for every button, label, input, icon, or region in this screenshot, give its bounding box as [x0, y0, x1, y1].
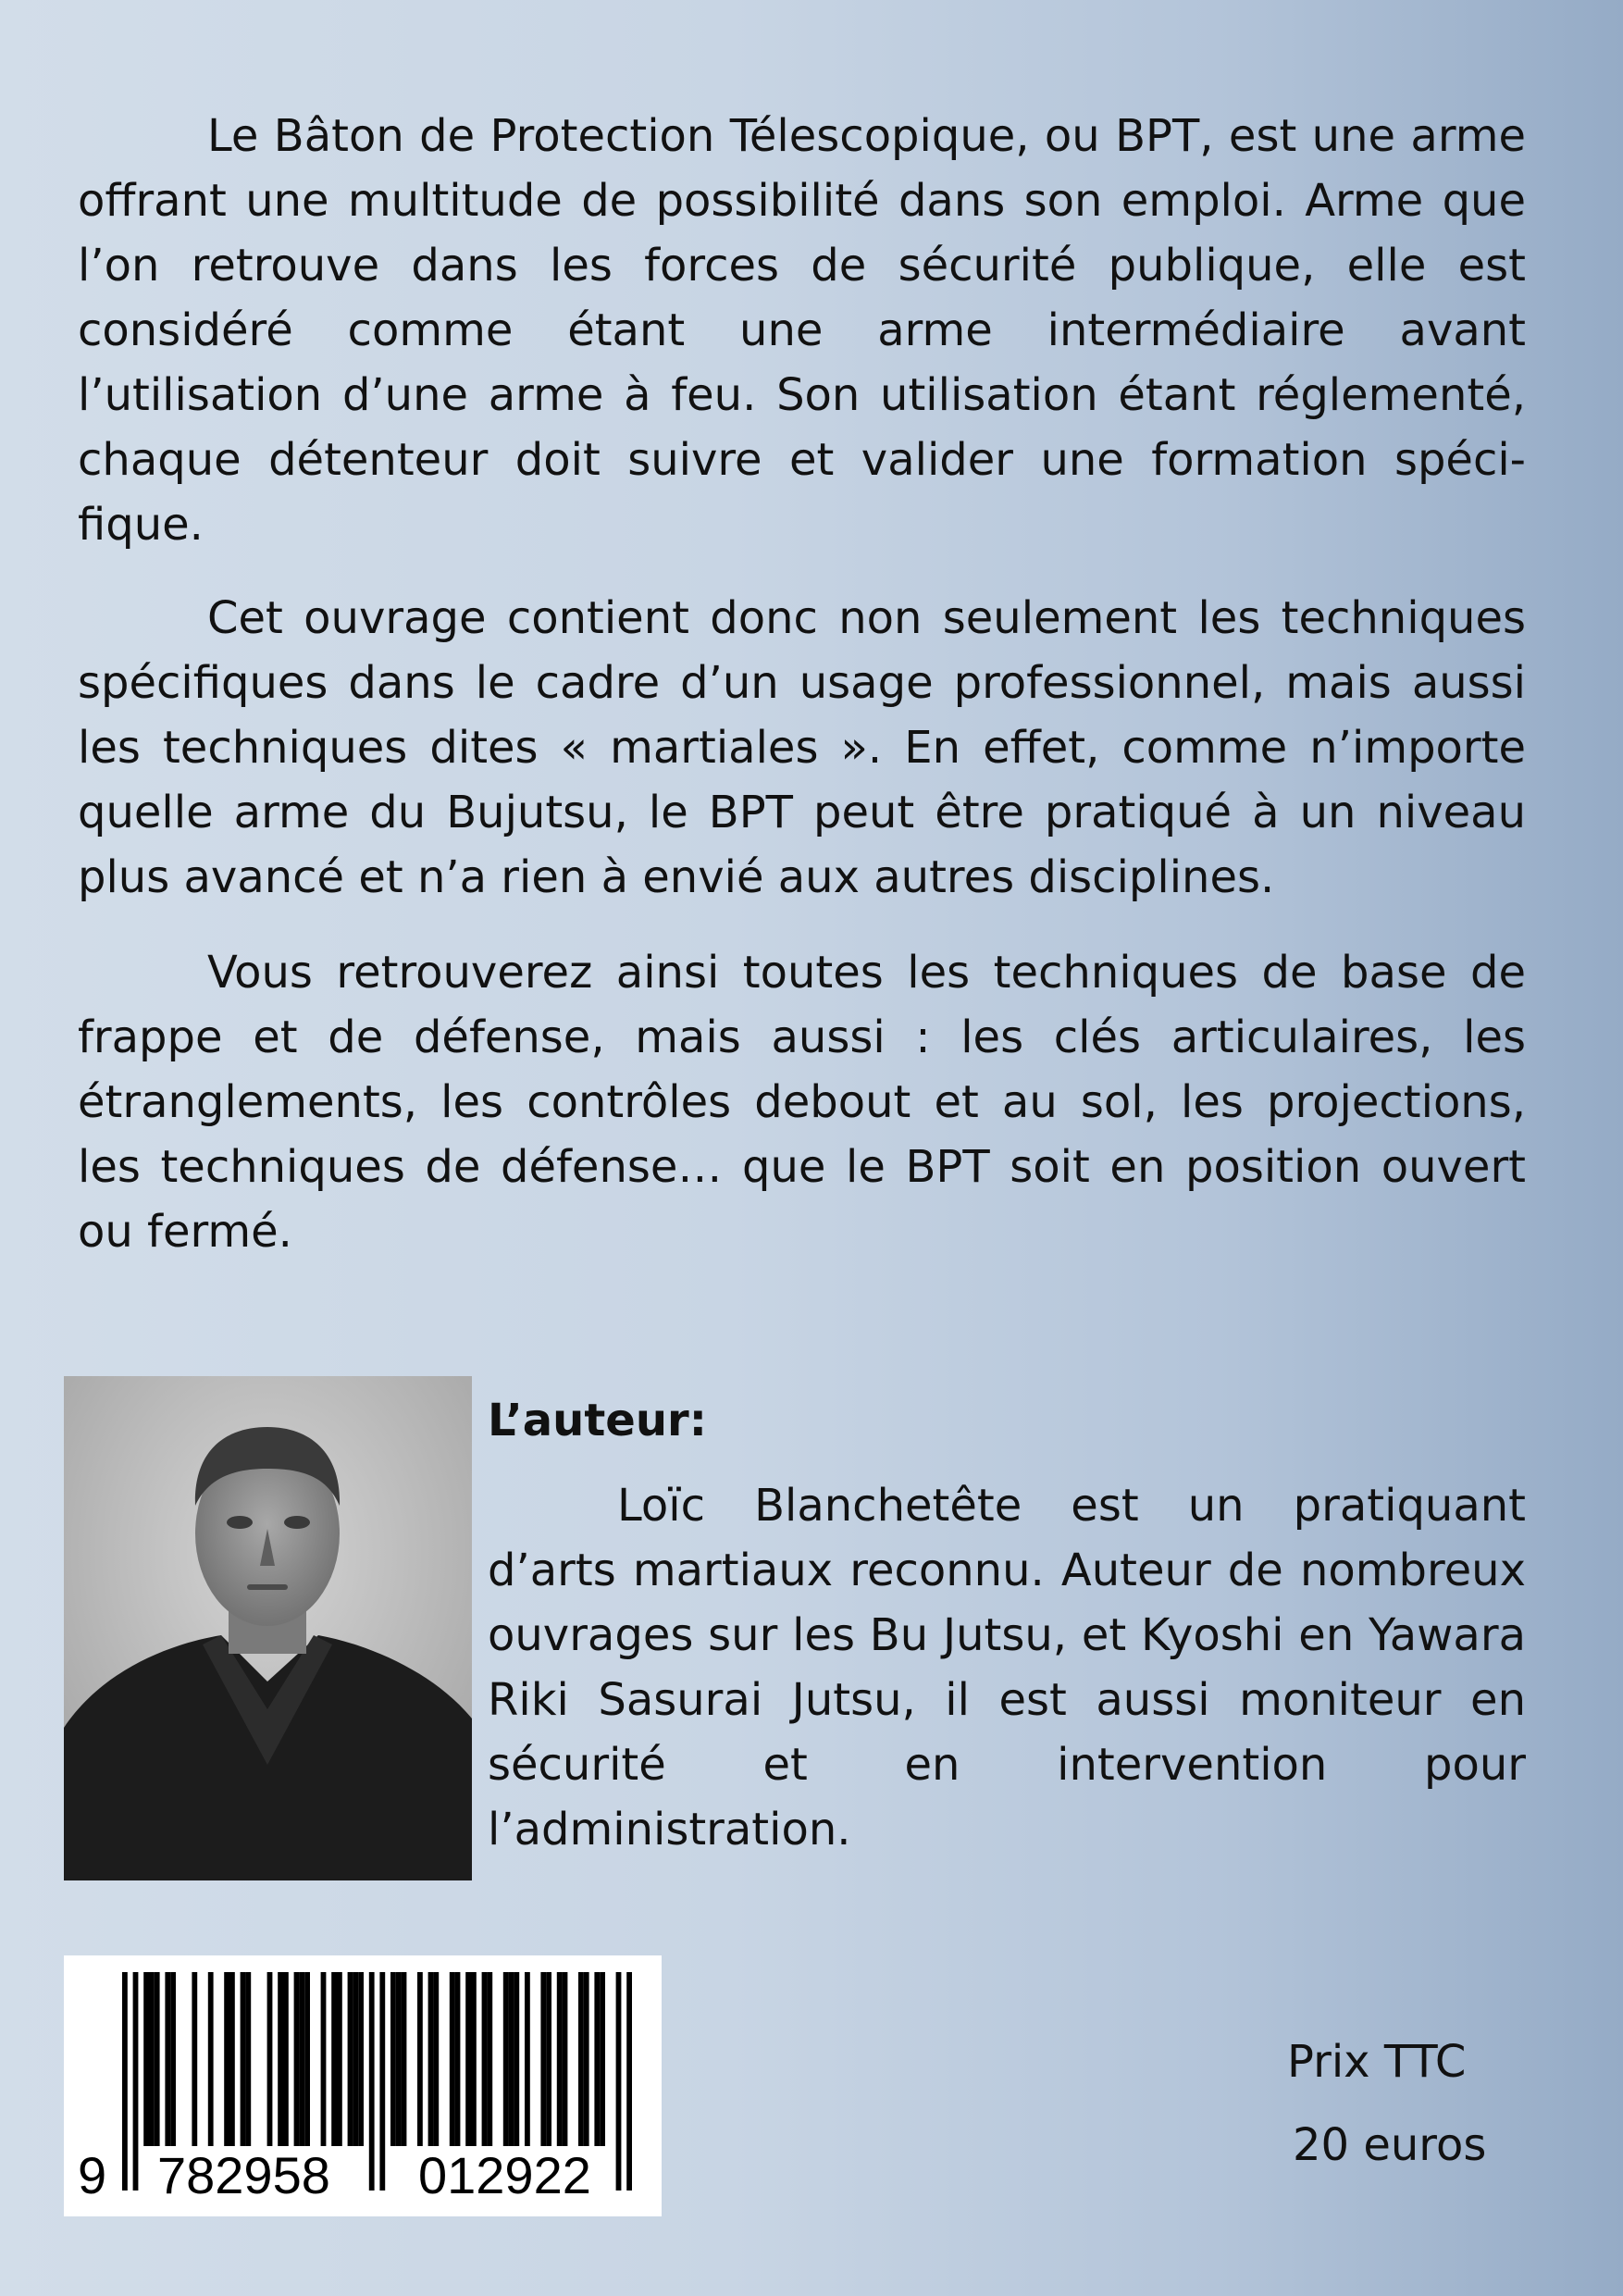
author-bio: Loïc Blanchetête est un pratiquant d’arts martiaux reconnu. Auteur de nombreux ouvrages sur les Bu Jutsu, et Kyoshi en Yawara Riki Sasurai Jutsu, il est aussi moniteur en sécurité et en intervention pour l’administration. — [488, 1480, 1526, 1855]
barcode-bar — [208, 1972, 214, 2146]
barcode-bar — [358, 1972, 364, 2146]
price-label: Prix TTC — [1287, 2036, 1467, 2088]
description-paragraph-3 — [78, 940, 1526, 1264]
barcode-left-digits: 782958 — [157, 2146, 330, 2204]
paragraph-text: Cet ouvrage contient donc non seulement les techniques spécifiques dans le cadre d’un usage professionnel, mais aussi les techniques dites « martiales ». En effet, comme n’importe quelle arme du Bujutsu, le BPT peut être pratiqué à un niveau plus avancé et n’a rien à envié aux autres disciplines. — [78, 592, 1526, 903]
barcode-bar — [594, 1972, 600, 2146]
barcode-bar — [563, 1972, 568, 2146]
barcode-bar — [471, 1972, 477, 2146]
barcode-bar — [241, 1972, 246, 2146]
barcode-bar — [155, 1972, 160, 2146]
barcode-bar — [584, 1972, 589, 2146]
barcode-bar — [428, 1972, 434, 2146]
barcode-bar — [509, 1972, 514, 2146]
barcode-bar — [465, 1972, 471, 2146]
barcode-bar — [557, 1972, 563, 2146]
paragraph-text: Le Bâton de Protection Télescopique, ou BPT, est une arme offrant une multitude de possibilité dans son emploi. Arme que l’on retrouve dans les forces de sécurité publique, elle est considéré comme étant une arme intermédiaire avant l’utilisation d’une arme à feu. Son utilisation étant réglementé, chaque détenteur doit suivre et valider une formation spécifique. — [78, 110, 1526, 551]
barcode-bar — [267, 1972, 273, 2146]
barcode-bar — [390, 1972, 396, 2146]
barcode-bar — [600, 1972, 605, 2146]
barcode-bar — [616, 1972, 622, 2191]
isbn-barcode — [64, 1955, 662, 2216]
barcode-bar — [379, 1972, 385, 2191]
author-photo — [64, 1376, 472, 1880]
barcode-bar — [304, 1972, 310, 2146]
barcode-bar — [170, 1972, 176, 2146]
barcode-bar — [348, 1972, 353, 2146]
barcode-bar — [455, 1972, 461, 2146]
barcode-bar — [353, 1972, 358, 2146]
barcode-bar — [546, 1972, 551, 2146]
barcode-bar — [482, 1972, 488, 2146]
barcode-bar — [278, 1972, 283, 2146]
barcode-bar — [626, 1972, 632, 2191]
barcode-bar — [192, 1972, 197, 2146]
barcode-bar — [229, 1972, 235, 2146]
barcode-bar — [143, 1972, 149, 2146]
barcode-bar — [402, 1972, 407, 2146]
barcode-bar — [578, 1972, 584, 2146]
barcode-bar — [245, 1972, 251, 2146]
barcode-bar — [450, 1972, 455, 2146]
barcode-bar — [294, 1972, 300, 2146]
barcode-bar — [283, 1972, 289, 2146]
barcode-bar — [224, 1972, 229, 2146]
barcode-bar — [396, 1972, 402, 2146]
barcode-bar — [321, 1972, 327, 2146]
barcode-bar — [149, 1972, 155, 2146]
barcode-bar — [417, 1972, 423, 2146]
description-paragraph-2 — [78, 586, 1526, 910]
price-value: 20 euros — [1293, 2119, 1487, 2171]
barcode-bar — [525, 1972, 530, 2146]
description-paragraph-1 — [78, 104, 1526, 557]
barcode-bar — [514, 1972, 519, 2146]
barcode-bar — [337, 1972, 342, 2146]
author-heading: L’auteur: — [488, 1395, 707, 1446]
barcode-bar — [433, 1972, 439, 2146]
barcode-bar — [299, 1972, 304, 2146]
barcode-bar — [503, 1972, 509, 2146]
barcode-bar — [331, 1972, 337, 2146]
barcode-bar — [369, 1972, 375, 2191]
paragraph-text: Vous retrouverez ainsi toutes les techniques de base de frappe et de défense, mais aussi : les clés articulaires, les étranglements, les contrôles debout et au sol, les projections, les techniques de défense… que le BPT soit en position ouvert ou fermé. — [78, 947, 1526, 1258]
barcode-bar — [133, 1972, 139, 2191]
barcode-bar — [165, 1972, 170, 2146]
barcode-bar — [122, 1972, 128, 2191]
barcode-first-digit: 9 — [78, 2146, 107, 2204]
barcode-bar — [540, 1972, 546, 2146]
barcode-bar — [487, 1972, 492, 2146]
barcode-right-digits: 012922 — [418, 2146, 591, 2204]
